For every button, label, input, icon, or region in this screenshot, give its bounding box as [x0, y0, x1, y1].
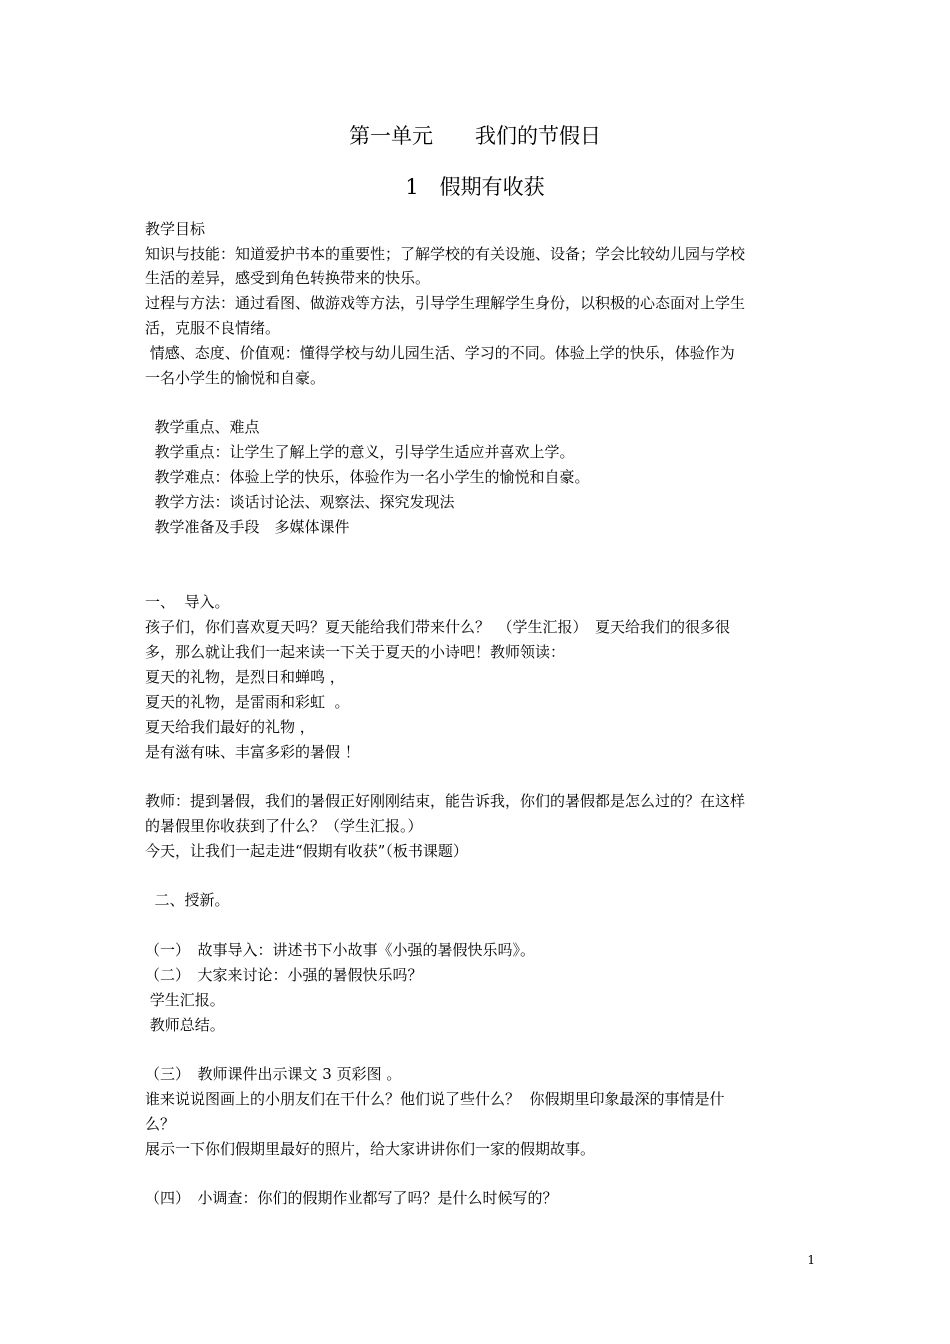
- text-line: 教学难点：体验上学的快乐，体验作为一名小学生的愉悦和自豪。: [145, 468, 590, 486]
- text-line: 一、 导入。: [145, 593, 230, 611]
- text-line: 知识与技能：知道爱护书本的重要性；了解学校的有关设施、设备；学会比较幼儿园与学校: [145, 245, 746, 263]
- text-line: 展示一下你们假期里最好的照片，给大家讲讲你们一家的假期故事。: [145, 1140, 596, 1158]
- text-line: （三） 教师课件出示课文 3 页彩图 。: [145, 1065, 402, 1083]
- section-heading: 二、授新。: [145, 891, 230, 909]
- text-line: 夏天给我们最好的礼物 ，: [145, 718, 315, 736]
- text-line: 活，克服不良情绪。: [145, 319, 281, 337]
- text-line: 学生汇报。: [145, 991, 225, 1009]
- text-line: 一名小学生的愉悦和自豪。: [145, 369, 326, 387]
- text-line: 生活的差异，感受到角色转换带来的快乐。: [145, 269, 431, 287]
- unit-title: 第一单元 我们的节假日: [349, 124, 601, 148]
- text-line: 教学重点：让学生了解上学的意义，引导学生适应并喜欢上学。: [145, 443, 575, 461]
- text-line: 教学方法：谈话讨论法、观察法、探究发现法: [145, 493, 455, 511]
- text-line: （四） 小调查：你们的假期作业都写了吗？是什么时候写的？: [145, 1189, 558, 1207]
- text-line: 教师：提到暑假，我们的暑假正好刚刚结束，能告诉我，你们的暑假都是怎么过的？在这样: [145, 792, 746, 810]
- text-line: （一） 故事导入：讲述书下小故事《小强的暑假快乐吗》。: [145, 941, 536, 959]
- text-line: 夏天的礼物，是雷雨和彩虹 。: [145, 693, 350, 711]
- text-line: 是有滋有味、丰富多彩的暑假 ！: [145, 743, 360, 761]
- text-line: 情感、态度、价值观：懂得学校与幼儿园生活、学习的不同。体验上学的快乐，体验作为: [145, 344, 735, 362]
- text-line: 教学目标: [145, 220, 206, 238]
- text-line: 教师总结。: [145, 1016, 225, 1034]
- text-line: 孩子们，你们喜欢夏天吗？夏天能给我们带来什么？ （学生汇报） 夏天给我们的很多很: [145, 618, 731, 636]
- text-line: 夏天的礼物，是烈日和蝉鸣 ，: [145, 668, 345, 686]
- text-line: 么？: [145, 1115, 176, 1133]
- text-line: 谁来说说图画上的小朋友们在干什么？他们说了些什么？ 你假期里印象最深的事情是什: [145, 1090, 725, 1108]
- lesson-title: 1 假期有收获: [405, 175, 545, 199]
- page-number: 1: [807, 1253, 815, 1267]
- text-line: 过程与方法：通过看图、做游戏等方法，引导学生理解学生身份，以积极的心态面对上学生: [145, 294, 746, 312]
- text-line: 教学重点、难点: [145, 418, 260, 436]
- text-line: 教学准备及手段 多媒体课件: [145, 518, 350, 536]
- text-line: （二） 大家来讨论：小强的暑假快乐吗？: [145, 966, 423, 984]
- text-line: 今天，让我们一起走进“假期有收获”（板书课题）: [145, 842, 468, 860]
- text-line: 的暑假里你收获到了什么？（学生汇报。）: [145, 817, 423, 835]
- text-line: 多，那么就让我们一起来读一下关于夏天的小诗吧！教师领读：: [145, 643, 566, 661]
